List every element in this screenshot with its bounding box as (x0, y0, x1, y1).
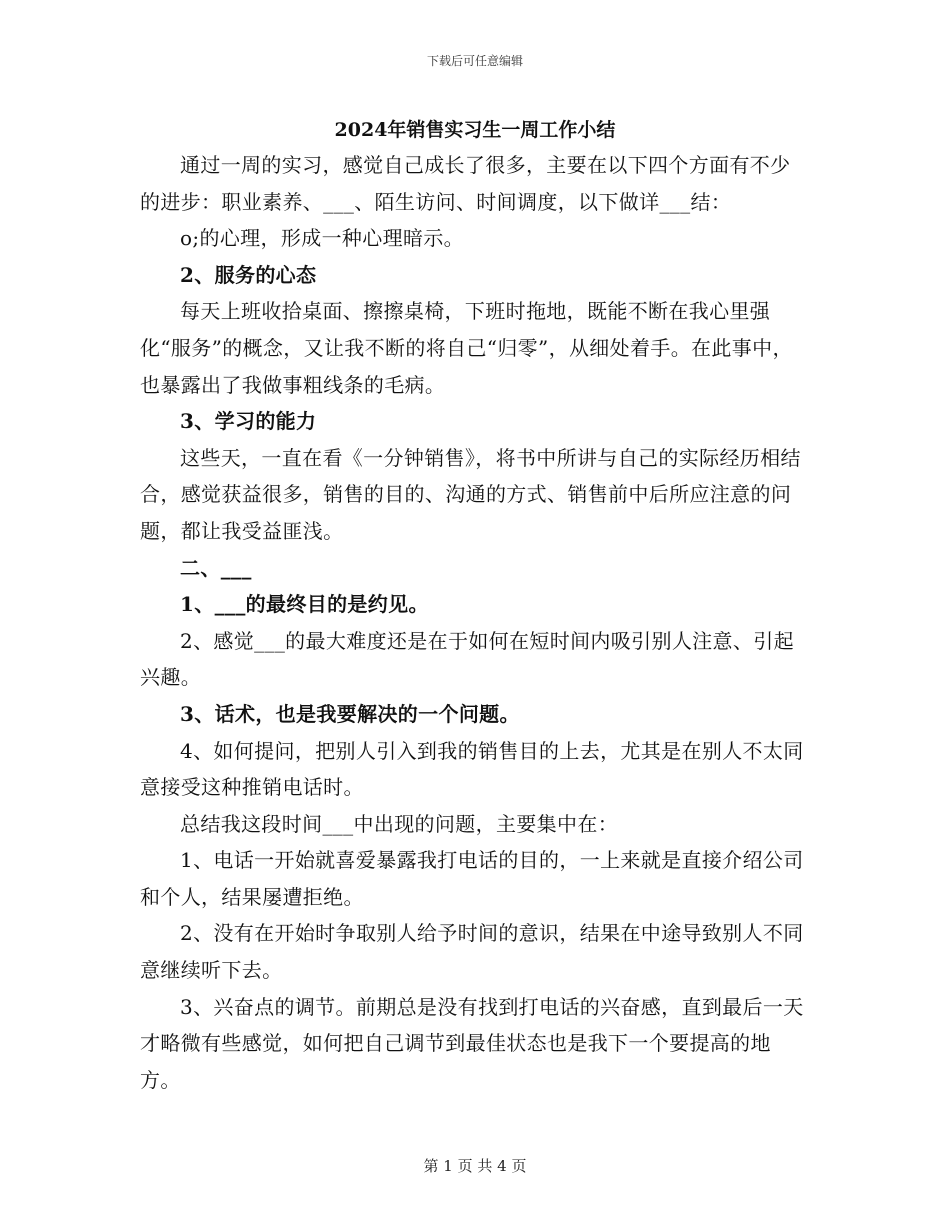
paragraph: 每天上班收拾桌面、擦擦桌椅，下班时拖地，既能不断在我心里强化“服务”的概念，又让我不断的将自己“归零”，从细处着手。在此事中，也暴露出了我做事粗线条的毛病。 (140, 299, 793, 397)
list-item: 4、如何提问，把别人引入到我的销售目的上去，尤其是在别人不太同意接受这种推销电话时。 (140, 738, 804, 800)
document-title: 2024年销售实习生一周工作小结 (334, 119, 616, 141)
section-heading: 2、服务的心态 (180, 262, 317, 287)
list-item-heading: 1、___的最终目的是约见。 (180, 592, 429, 617)
document-body (140, 147, 810, 1098)
section-heading: 二、___ (180, 555, 252, 580)
page-header-note: 下载后可任意编辑 (426, 54, 523, 68)
list-item: 1、电话一开始就喜爱暴露我打电话的目的，一上来就是直接介绍公司和个人，结果屡遭拒绝。 (140, 848, 804, 909)
paragraph: o;的心理，形成一种心理暗示。 (180, 226, 465, 251)
list-item-heading: 3、话术，也是我要解决的一个问题。 (180, 701, 520, 726)
page-number: 第 1 页 共 4 页 (423, 1157, 527, 1175)
paragraph: 这些天，一直在看《一分钟销售》，将书中所讲与自己的实际经历相结合，感觉获益很多，销售的目的、沟通的方式、销售前中后所应注意的问题，都让我受益匪浅。 (140, 445, 801, 543)
paragraph: 通过一周的实习，感觉自己成长了很多，主要在以下四个方面有不少的进步：职业素养、___、陌生访问、时间调度，以下做详___结： (140, 153, 791, 214)
section-heading: 3、学习的能力 (180, 409, 317, 434)
paragraph: 总结我这段时间___中出现的问题，主要集中在： (180, 811, 619, 836)
list-item: 3、兴奋点的调节。前期总是没有找到打电话的兴奋感，直到最后一天才略微有些感觉，如何把自己调节到最佳状态也是我下一个要提高的地方。 (140, 994, 804, 1092)
list-item: 2、感觉___的最大难度还是在于如何在短时间内吸引别人注意、引起兴趣。 (140, 628, 794, 690)
list-item: 2、没有在开始时争取别人给予时间的意识，结果在中途导致别人不同意继续听下去。 (140, 921, 804, 983)
